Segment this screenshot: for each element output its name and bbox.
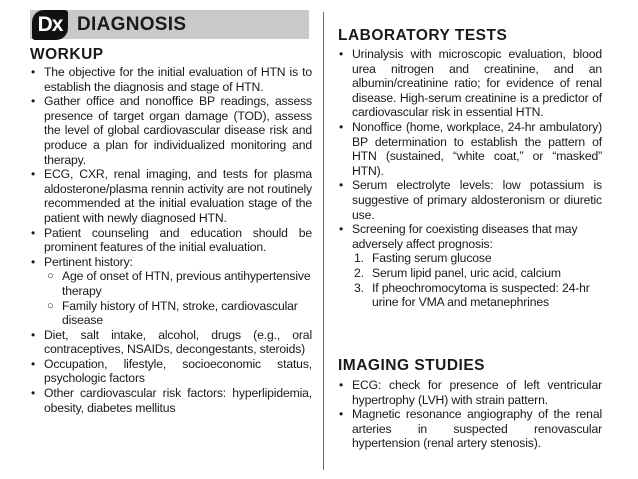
numbered-item: [352, 266, 602, 281]
circle-bullet-icon: ○: [47, 299, 54, 312]
item-text: Serum lipid panel, uric acid, calcium: [372, 265, 561, 280]
workup-heading: WORKUP: [30, 46, 104, 63]
list-item: • Patient counseling and education should be prominent features of the initial evaluation.: [30, 226, 312, 255]
list-item: [338, 222, 602, 310]
list-item: [30, 255, 312, 328]
workup-list: [30, 65, 312, 415]
item-number: 3.: [354, 280, 364, 295]
sub-item-text: Family history of HTN, stroke, cardiovascular disease: [62, 298, 298, 328]
item-number: 2.: [354, 265, 364, 280]
list-item: • The objective for the initial evaluation of HTN is to establish the diagnosis and stage of HTN.: [30, 65, 312, 94]
sub-list-item: [44, 269, 312, 298]
sub-item-text: Age of onset of HTN, previous antihypertensive therapy: [62, 269, 311, 298]
screening-list: [352, 251, 602, 309]
dx-badge-icon: Dx: [32, 10, 68, 40]
list-item: • ECG: check for presence of left ventricular hypertrophy (LVH) with strain pattern.: [338, 378, 602, 407]
list-item: • Urinalysis with microscopic evaluation, blood urea nitrogen and creatinine, and an albumin/creatinine ratio; for evidence of renal disease. High-serum creatinine is a predictor of cardiovascular risk in essential HTN.: [338, 47, 602, 120]
imaging-list: [338, 378, 602, 451]
list-item: • Nonoffice (home, workplace, 24-hr ambulatory) BP determination to establish the pattern of HTN (sustained, “white coat,” or “masked” HTN).: [338, 120, 602, 178]
list-item: • Other cardiovascular risk factors: hyperlipidemia, obesity, diabetes mellitus: [30, 386, 312, 415]
section-banner: [30, 10, 309, 39]
list-item: • Serum electrolyte levels: low potassium is suggestive of primary aldosteronism or diuretic use.: [338, 178, 602, 222]
lab-tests-list: [338, 47, 602, 310]
list-item: • Diet, salt intake, alcohol, drugs (e.g., oral contraceptives, NSAIDs, decongestants, steroids): [30, 328, 312, 357]
lab-tests-heading: LABORATORY TESTS: [338, 27, 508, 44]
banner-title: DIAGNOSIS: [77, 13, 187, 35]
screening-label: Screening for coexisting diseases that may adversely affect prognosis:: [352, 222, 578, 251]
numbered-item: [352, 281, 602, 310]
history-label: Pertinent history:: [44, 254, 133, 269]
item-number: 1.: [354, 251, 364, 266]
circle-bullet-icon: ○: [47, 270, 54, 283]
item-text: Fasting serum glucose: [372, 251, 492, 266]
list-item: • Gather office and nonoffice BP readings, assess presence of target organ damage (TOD), assess the level of global cardiovascular disease risk and produce a plan for individualized monitoring and therapy.: [30, 94, 312, 167]
list-item: • ECG, CXR, renal imaging, and tests for plasma aldosterone/plasma rennin activity are not routinely recommended at the initial evaluation stage of the patient with newly diagnosed HTN.: [30, 167, 312, 225]
list-item: • Occupation, lifestyle, socioeconomic status, psychologic factors: [30, 357, 312, 386]
item-text: If pheochromocytoma is suspected: 24-hr urine for VMA and metanephrines: [372, 280, 590, 310]
history-sublist: [44, 269, 312, 327]
sub-list-item: [44, 299, 312, 328]
column-divider: [323, 12, 324, 470]
imaging-heading: IMAGING STUDIES: [338, 357, 486, 374]
list-item: • Magnetic resonance angiography of the renal arteries in suspected renovascular hypertension (renal artery stenosis).: [338, 407, 602, 451]
numbered-item: [352, 251, 602, 266]
